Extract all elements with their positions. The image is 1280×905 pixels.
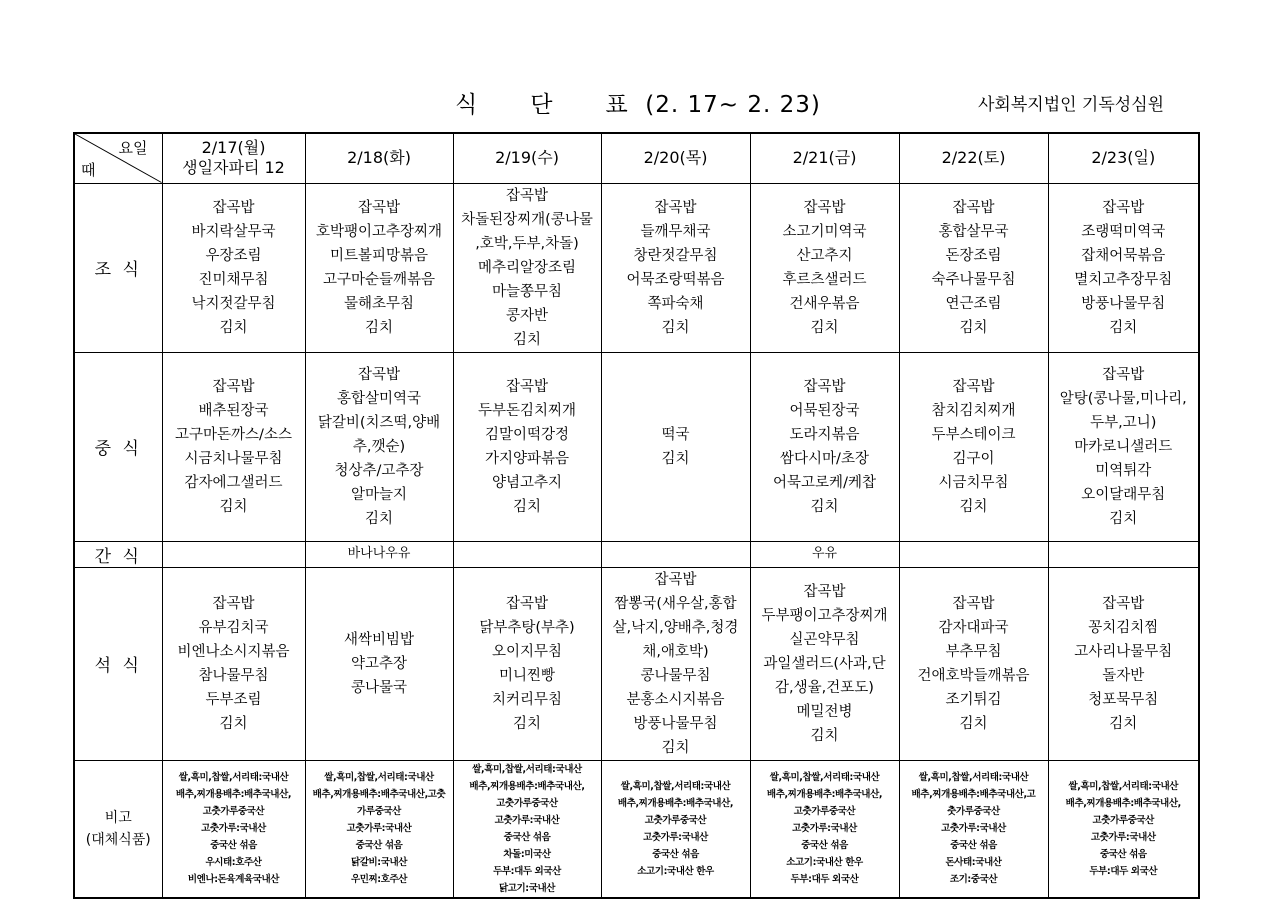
menu-item: 조랭떡미역국	[1081, 223, 1166, 240]
menu-item: 잡곡밥	[654, 199, 697, 216]
menu-item: 김치	[219, 498, 248, 515]
organization-name: 사회복지법인 기독성심원	[978, 95, 1165, 115]
dinner-menu-cell	[750, 567, 899, 760]
origin-note-line: 두부:대두 외국산	[493, 865, 561, 877]
menu-item: 김치	[959, 319, 988, 336]
menu-item: 어묵된장국	[789, 402, 860, 419]
origin-note-line: 배추,찌개용배추:배추국내산,고	[911, 789, 1036, 800]
lunch-row	[74, 352, 1199, 541]
origin-note-cell	[899, 760, 1048, 898]
origin-note-line: 조기:중국산	[949, 874, 998, 885]
origin-note-line: 고춧가루중국산	[644, 814, 707, 826]
origin-note-line: 차돌:미국산	[503, 848, 551, 860]
origin-note-line: 배추,찌개용배추:배추국내산,고춧	[312, 789, 446, 800]
menu-item: 바지락살무국	[191, 223, 276, 240]
menu-item: 건애호박들깨볶음	[917, 667, 1030, 684]
menu-item: 김치	[661, 739, 690, 756]
snack-cell: 바나나우유	[305, 541, 453, 567]
menu-item: 김치	[512, 715, 541, 732]
origin-note-line: 쌀,흑미,찹쌀,서리태:국내산	[1068, 780, 1179, 792]
menu-item: 과일샐러드(사과,단	[763, 655, 886, 672]
day-header: 2/18(화)	[305, 133, 453, 183]
origin-note-line: 고춧가루:국내산	[1090, 831, 1156, 843]
menu-item: 잡곡밥	[505, 595, 549, 612]
menu-item: 청포묵무침	[1088, 691, 1159, 708]
menu-item: 잡곡밥	[654, 571, 697, 588]
menu-item: 도라지볶음	[789, 426, 860, 443]
day-note: 생일자파티 12	[182, 158, 285, 178]
origin-note-line: 닭고기:국내산	[498, 882, 556, 894]
menu-item: 잡곡밥	[357, 366, 401, 383]
menu-item: 살,낙지,양배추,청경	[612, 619, 739, 636]
menu-item: 두부돈김치찌개	[477, 402, 577, 419]
menu-item: 추,깻순)	[352, 438, 406, 455]
menu-item: 김치	[661, 450, 690, 467]
menu-item: 잡곡밥	[1102, 595, 1145, 612]
origin-note-line: 고춧가루중국산	[793, 806, 856, 817]
menu-item: 김치	[810, 498, 839, 515]
menu-item: 잡곡밥	[803, 378, 846, 395]
menu-item: 호박팽이고추장찌개	[315, 223, 443, 240]
lunch-label: 중 식	[74, 352, 162, 541]
origin-note-line: 고춧가루중국산	[202, 806, 265, 817]
menu-item: 배추된장국	[198, 402, 269, 419]
day-header: 2/21(금)	[750, 133, 899, 183]
dinner-menu-cell	[1048, 567, 1199, 760]
origin-note-line: 소고기:국내산 한우	[637, 865, 714, 877]
title-dates: (2. 17~ 2. 23)	[645, 92, 821, 118]
origin-note-line: 소고기:국내산 한우	[786, 857, 863, 868]
origin-note-line: 중국산 섞음	[355, 840, 403, 851]
menu-item: 미니찐빵	[498, 667, 556, 684]
origin-note-line: 배추,찌개용배추:배추국내산,	[469, 780, 585, 792]
origin-note-cell	[750, 760, 899, 898]
origin-note-line: 가루중국산	[357, 806, 401, 817]
menu-item: 가지양파볶음	[484, 450, 570, 467]
menu-item: 멸치고추장무침	[1074, 271, 1173, 288]
menu-item: 후르츠샐러드	[782, 271, 867, 288]
menu-item: 차돌된장찌개(콩나물	[461, 211, 593, 228]
notes-label-line2: (대체식품)	[85, 831, 151, 848]
menu-item: 미트볼피망볶음	[329, 247, 429, 264]
menu-item: 양념고추지	[491, 474, 563, 491]
origin-note-line: 쌀,흑미,찹쌀,서리태:국내산	[620, 780, 731, 792]
notes-row	[74, 760, 1199, 898]
menu-item: 어묵고로케/케찹	[773, 474, 876, 491]
menu-item: 시금치나물무침	[184, 450, 283, 467]
origin-note-cell	[1048, 760, 1199, 898]
origin-note-line: 쌀,흑미,찹쌀,서리태:국내산	[472, 763, 582, 775]
dinner-menu-cell	[453, 567, 601, 760]
day-header	[162, 133, 305, 183]
menu-item: 어묵조랑떡볶음	[626, 271, 725, 288]
menu-item: 방풍나물무침	[633, 715, 718, 732]
notes-label-line1: 비고	[104, 809, 132, 826]
menu-item: 두부,고니)	[1090, 414, 1157, 431]
menu-item: 김치	[364, 510, 393, 527]
day-header: 2/23(일)	[1048, 133, 1199, 183]
snack-cell: 우유	[750, 541, 899, 567]
menu-item: 돌자반	[1102, 667, 1145, 684]
menu-item: 콩자반	[505, 307, 549, 324]
menu-item: 김치	[959, 498, 988, 515]
menu-item: 두부스테이크	[931, 426, 1016, 443]
day-header: 2/19(수)	[453, 133, 601, 183]
menu-item: 김치	[810, 727, 839, 744]
snack-row	[74, 541, 1199, 567]
menu-item: 잡곡밥	[952, 199, 995, 216]
menu-item: 잡곡밥	[1102, 366, 1145, 383]
origin-note-line: 두부:대두 외국산	[1089, 865, 1158, 877]
menu-item: 창란젓갈무침	[633, 247, 718, 264]
menu-item: ,호박,두부,차돌)	[475, 235, 579, 252]
origin-note-cell	[453, 760, 601, 898]
origin-note-line: 고춧가루:국내산	[941, 823, 1006, 834]
menu-item: 김치	[364, 319, 393, 336]
menu-item: 두부팽이고추장찌개	[761, 607, 888, 624]
origin-note-line: 닭갈비:국내산	[350, 857, 408, 868]
breakfast-menu-cell	[162, 183, 305, 352]
menu-item: 참치김치찌개	[931, 402, 1016, 419]
corner-meal-label: 때	[81, 160, 96, 179]
origin-note-line: 두부:대두 외국산	[790, 874, 859, 885]
menu-item: 메밀전병	[796, 703, 853, 720]
origin-note-line: 중국산 섞음	[1099, 848, 1147, 860]
menu-item: 미역튀각	[1095, 462, 1152, 479]
menu-item: 참나물무침	[198, 667, 269, 684]
lunch-menu-cell	[162, 352, 305, 541]
menu-item: 콩나물무침	[640, 667, 711, 684]
menu-item: 우장조림	[205, 247, 262, 264]
menu-item: 김치	[219, 319, 248, 336]
menu-item: 콩나물국	[350, 679, 408, 696]
origin-note-line: 고춧가루:국내산	[201, 823, 266, 834]
menu-item: 잡곡밥	[212, 378, 255, 395]
day-date: 2/17(월)	[201, 138, 266, 158]
menu-item: 고구마돈까스/소스	[175, 426, 292, 443]
lunch-menu-cell	[305, 352, 453, 541]
notes-label	[74, 760, 162, 898]
snack-cell	[453, 541, 601, 567]
menu-item: 홍합살무국	[938, 223, 1009, 240]
weekly-menu-table	[73, 132, 1200, 899]
menu-item: 잡곡밥	[952, 595, 995, 612]
menu-item: 오이달래무침	[1081, 486, 1166, 503]
snack-cell	[899, 541, 1048, 567]
snack-label: 간 식	[74, 541, 162, 567]
breakfast-menu-cell	[453, 183, 601, 352]
menu-item: 김구이	[952, 450, 995, 467]
menu-item: 김치	[1109, 510, 1138, 527]
menu-item: 짬뽕국(새우살,홍합	[614, 595, 737, 612]
menu-item: 김말이떡강정	[484, 426, 570, 443]
lunch-menu-cell	[453, 352, 601, 541]
breakfast-row	[74, 183, 1199, 352]
origin-note-line: 배추,찌개용배추:배추국내산,	[175, 789, 292, 800]
origin-note-line: 배추,찌개용배추:배추국내산,	[1065, 797, 1181, 809]
menu-item: 알마늘지	[350, 486, 408, 503]
breakfast-menu-cell	[601, 183, 750, 352]
menu-item: 잡곡밥	[803, 199, 846, 216]
origin-note-line: 쌀,흑미,찹쌀,서리태:국내산	[918, 772, 1029, 783]
snack-cell	[1048, 541, 1199, 567]
origin-note-line: 중국산 섞음	[503, 831, 551, 843]
menu-item: 홍합살미역국	[336, 390, 422, 407]
dinner-label: 석 식	[74, 567, 162, 760]
menu-item: 치커리무침	[491, 691, 563, 708]
menu-item: 김치	[810, 319, 839, 336]
menu-item: 낙지젓갈무침	[191, 295, 276, 312]
origin-note-line: 우민찌:호주산	[350, 874, 408, 885]
menu-item: 유부김치국	[198, 619, 269, 636]
menu-item: 소고기미역국	[782, 223, 867, 240]
menu-item: 마늘쫑무침	[491, 283, 563, 300]
origin-note-cell	[305, 760, 453, 898]
menu-item: 부추무침	[945, 643, 1002, 660]
origin-note-line: 중국산 섞음	[652, 848, 699, 860]
menu-item: 연근조림	[945, 295, 1002, 312]
menu-item: 잡곡밥	[212, 199, 255, 216]
menu-item: 조기튀김	[945, 691, 1002, 708]
menu-item: 김치	[959, 715, 988, 732]
snack-cell	[162, 541, 305, 567]
menu-item: 김치	[1109, 319, 1138, 336]
breakfast-menu-cell	[750, 183, 899, 352]
menu-item: 잡채어묵볶음	[1081, 247, 1166, 264]
menu-item: 건새우볶음	[789, 295, 860, 312]
menu-item: 쌈다시마/초장	[780, 450, 869, 467]
day-header: 2/22(토)	[899, 133, 1048, 183]
origin-note-line: 돈사태:국내산	[945, 857, 1002, 868]
origin-note-line: 중국산 섞음	[210, 840, 257, 851]
menu-item: 감자에그샐러드	[184, 474, 283, 491]
menu-item: 분홍소시지볶음	[626, 691, 725, 708]
lunch-menu-cell	[601, 352, 750, 541]
menu-item: 청상추/고추장	[334, 462, 424, 479]
dinner-row	[74, 567, 1199, 760]
menu-item: 잡곡밥	[212, 595, 255, 612]
menu-item: 감,생율,건포도)	[775, 679, 874, 696]
origin-note-line: 춧가루중국산	[947, 806, 1000, 817]
dinner-menu-cell	[162, 567, 305, 760]
menu-title	[455, 86, 821, 119]
breakfast-menu-cell	[899, 183, 1048, 352]
lunch-menu-cell	[899, 352, 1048, 541]
menu-item: 잡곡밥	[803, 583, 846, 600]
menu-item: 김치	[512, 331, 541, 348]
snack-cell	[601, 541, 750, 567]
menu-item: 잡곡밥	[505, 187, 549, 204]
menu-item: 알탕(콩나물,미나리,	[1059, 390, 1187, 407]
menu-item: 김치	[661, 319, 690, 336]
dinner-menu-cell	[305, 567, 453, 760]
origin-note-line: 고춧가루중국산	[496, 797, 558, 809]
origin-note-line: 고춧가루:국내산	[792, 823, 857, 834]
origin-note-line: 배추,찌개용배추:배추국내산,	[617, 797, 734, 809]
title-char-2: 단	[530, 92, 554, 118]
menu-item: 쪽파숙채	[647, 295, 704, 312]
origin-note-line: 쌀,흑미,찹쌀,서리태:국내산	[324, 772, 434, 783]
lunch-menu-cell	[750, 352, 899, 541]
title-char-3: 표	[605, 92, 629, 118]
menu-item: 고구마순들깨볶음	[322, 271, 436, 288]
origin-note-line: 배추,찌개용배추:배추국내산,	[766, 789, 883, 800]
menu-item: 고사리나물무침	[1074, 643, 1173, 660]
dinner-menu-cell	[899, 567, 1048, 760]
menu-item: 산고추지	[796, 247, 853, 264]
origin-note-line: 중국산 섞음	[801, 840, 848, 851]
menu-item: 김치	[512, 498, 541, 515]
origin-note-line: 쌀,흑미,찹쌀,서리태:국내산	[769, 772, 880, 783]
menu-item: 마카로니샐러드	[1074, 438, 1173, 455]
menu-item: 메추리알장조림	[477, 259, 577, 276]
breakfast-menu-cell	[305, 183, 453, 352]
menu-item: 시금치무침	[938, 474, 1009, 491]
origin-note-cell	[162, 760, 305, 898]
menu-item: 물해초무침	[343, 295, 415, 312]
origin-note-line: 고춧가루중국산	[1092, 814, 1154, 826]
menu-item: 새싹비빔밥	[343, 631, 415, 648]
menu-item: 닭갈비(치즈떡,양배	[317, 414, 441, 431]
day-header: 2/20(목)	[601, 133, 750, 183]
menu-item: 잡곡밥	[1102, 199, 1145, 216]
menu-item: 잡곡밥	[505, 378, 549, 395]
origin-note-cell	[601, 760, 750, 898]
menu-item: 채,애호박)	[642, 643, 709, 660]
menu-item: 오이지무침	[491, 643, 563, 660]
menu-item: 김치	[1109, 715, 1138, 732]
menu-item: 김치	[219, 715, 248, 732]
corner-header-cell	[74, 133, 162, 183]
origin-note-line: 고춧가루:국내산	[346, 823, 412, 834]
origin-note-line: 쌀,흑미,찹쌀,서리태:국내산	[178, 772, 289, 783]
dinner-menu-cell	[601, 567, 750, 760]
menu-item: 들깨무채국	[640, 223, 711, 240]
origin-note-line: 고춧가루:국내산	[643, 831, 708, 843]
breakfast-menu-cell	[1048, 183, 1199, 352]
menu-item: 닭부추탕(부추)	[479, 619, 575, 636]
origin-note-line: 비엔나:돈육계육국내산	[187, 874, 280, 885]
corner-weekday-label: 요일	[118, 139, 148, 157]
menu-item: 진미채무침	[198, 271, 269, 288]
header-row	[74, 133, 1199, 183]
menu-item: 떡국	[661, 426, 690, 443]
origin-note-line: 고춧가루:국내산	[494, 814, 560, 826]
menu-item: 돈장조림	[945, 247, 1002, 264]
breakfast-label: 조 식	[74, 183, 162, 352]
origin-note-line: 중국산 섞음	[950, 840, 997, 851]
menu-item: 잡곡밥	[952, 378, 995, 395]
menu-item: 약고추장	[350, 655, 408, 672]
menu-item: 숙주나물무침	[931, 271, 1016, 288]
menu-item: 잡곡밥	[357, 199, 401, 216]
menu-item: 두부조림	[205, 691, 262, 708]
origin-note-line: 우시태:호주산	[205, 857, 262, 868]
menu-item: 감자대파국	[938, 619, 1009, 636]
title-char-1: 식	[455, 92, 479, 118]
menu-item: 방풍나물무침	[1081, 295, 1166, 312]
menu-item: 꽁치김치찜	[1088, 619, 1159, 636]
menu-item: 비엔나소시지볶음	[177, 643, 290, 660]
menu-item: 실곤약무침	[789, 631, 860, 648]
lunch-menu-cell	[1048, 352, 1199, 541]
